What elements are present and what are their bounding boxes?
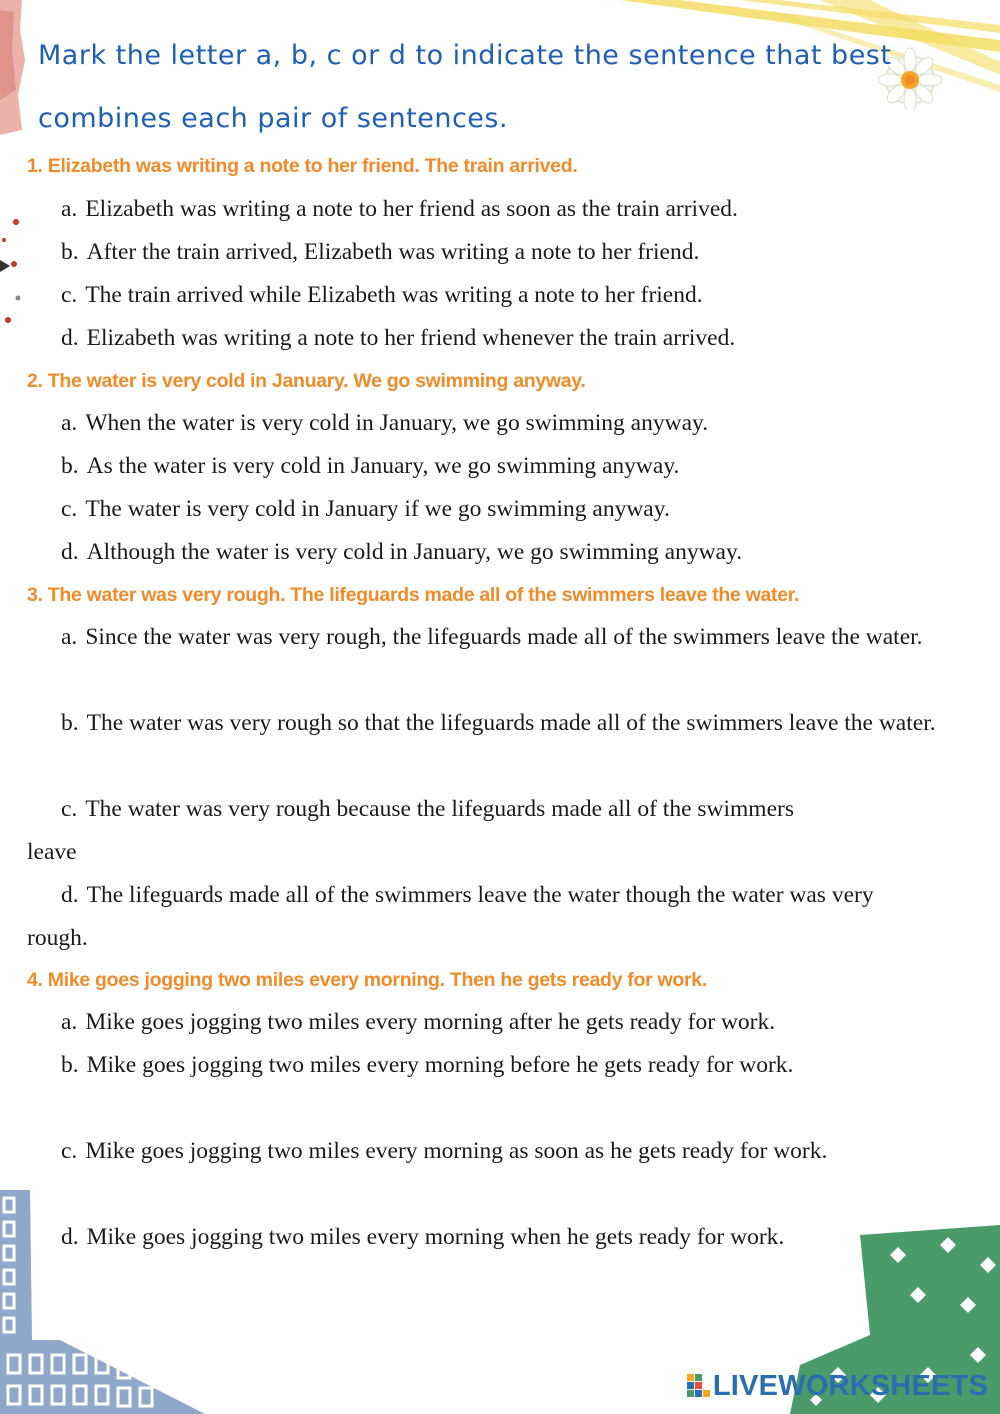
option-letter: c. — [61, 796, 78, 822]
option-letter: a. — [61, 410, 78, 436]
option-letter: b. — [61, 710, 79, 736]
option-letter: a. — [61, 196, 78, 222]
decorative-dots-icon — [0, 200, 30, 340]
question-2-option-a[interactable] — [27, 402, 957, 445]
decorative-blob-icon — [0, 0, 30, 140]
question-1-option-c[interactable] — [27, 274, 957, 317]
question-3-option-b[interactable] — [27, 702, 957, 745]
option-letter: a. — [61, 1009, 78, 1035]
option-text: When the water is very cold in January, we go swimming anyway. — [85, 410, 709, 436]
liveworksheets-logo-icon — [687, 1374, 711, 1398]
question-1-option-d[interactable] — [27, 317, 957, 360]
option-text: After the train arrived, Elizabeth was writing a note to her friend. — [86, 239, 700, 265]
option-text: Mike goes jogging two miles every morning after he gets ready for work. — [85, 1009, 776, 1035]
question-1-option-a[interactable] — [27, 188, 957, 231]
option-letter: d. — [61, 1224, 79, 1250]
question-4-prompt: 4. Mike goes jogging two miles every morning. Then he gets ready for work. — [27, 969, 707, 991]
question-3-prompt: 3. The water was very rough. The lifeguards made all of the swimmers leave the water. — [27, 584, 800, 606]
question-2-option-d[interactable] — [27, 531, 957, 574]
option-text: Mike goes jogging two miles every morning when he gets ready for work. — [86, 1224, 785, 1250]
option-letter: c. — [61, 282, 78, 308]
option-letter: c. — [61, 496, 78, 522]
liveworksheets-logo[interactable] — [687, 1370, 988, 1402]
question-4-option-c[interactable] — [27, 1130, 942, 1173]
option-letter: b. — [61, 239, 79, 265]
option-letter: b. — [61, 453, 79, 479]
option-letter: d. — [61, 539, 79, 565]
question-2-option-b[interactable] — [27, 445, 957, 488]
option-text: Mike goes jogging two miles every morning as soon as he gets ready for work. — [85, 1138, 828, 1164]
question-3-option-c[interactable] — [27, 788, 847, 874]
option-text: The lifeguards made all of the swimmers leave the water though the water was very rough. — [27, 882, 874, 951]
option-letter: c. — [61, 1138, 78, 1164]
option-letter: d. — [61, 325, 79, 351]
option-text: Elizabeth was writing a note to her friend as soon as the train arrived. — [85, 196, 738, 222]
question-2-option-c[interactable] — [27, 488, 957, 531]
option-text: The train arrived while Elizabeth was writing a note to her friend. — [85, 282, 703, 308]
option-text: The water is very cold in January if we go swimming anyway. — [85, 496, 670, 522]
question-1-option-b[interactable] — [27, 231, 957, 274]
option-text: Since the water was very rough, the lifeguards made all of the swimmers leave the water. — [85, 624, 923, 650]
option-letter: b. — [61, 1052, 79, 1078]
question-2-prompt: 2. The water is very cold in January. We go swimming anyway. — [27, 370, 586, 392]
option-letter: a. — [61, 624, 78, 650]
option-text: As the water is very cold in January, we go swimming anyway. — [86, 453, 680, 479]
instruction-heading: Mark the letter a, b, c or d to indicate the sentence that best combines each pair of sentences. — [38, 40, 892, 134]
option-text: Mike goes jogging two miles every morning before he gets ready for work. — [86, 1052, 794, 1078]
question-1-prompt: 1. Elizabeth was writing a note to her friend. The train arrived. — [27, 155, 578, 177]
option-text: Although the water is very cold in January, we go swimming anyway. — [86, 539, 743, 565]
question-4-option-a[interactable] — [27, 1001, 957, 1044]
logo-text: LIVEWORKSHEETS — [712, 1369, 988, 1402]
option-text: The water was very rough so that the lifeguards made all of the swimmers leave the water. — [86, 710, 936, 736]
option-letter: d. — [61, 882, 79, 908]
question-3-option-d[interactable] — [27, 874, 897, 960]
option-text: Elizabeth was writing a note to her friend whenever the train arrived. — [86, 325, 736, 351]
question-4-option-d[interactable] — [27, 1216, 907, 1259]
question-3-option-a[interactable] — [27, 616, 957, 659]
question-4-option-b[interactable] — [27, 1044, 907, 1087]
option-text: The water was very rough because the lifeguards made all of the swimmers leave — [27, 796, 794, 865]
